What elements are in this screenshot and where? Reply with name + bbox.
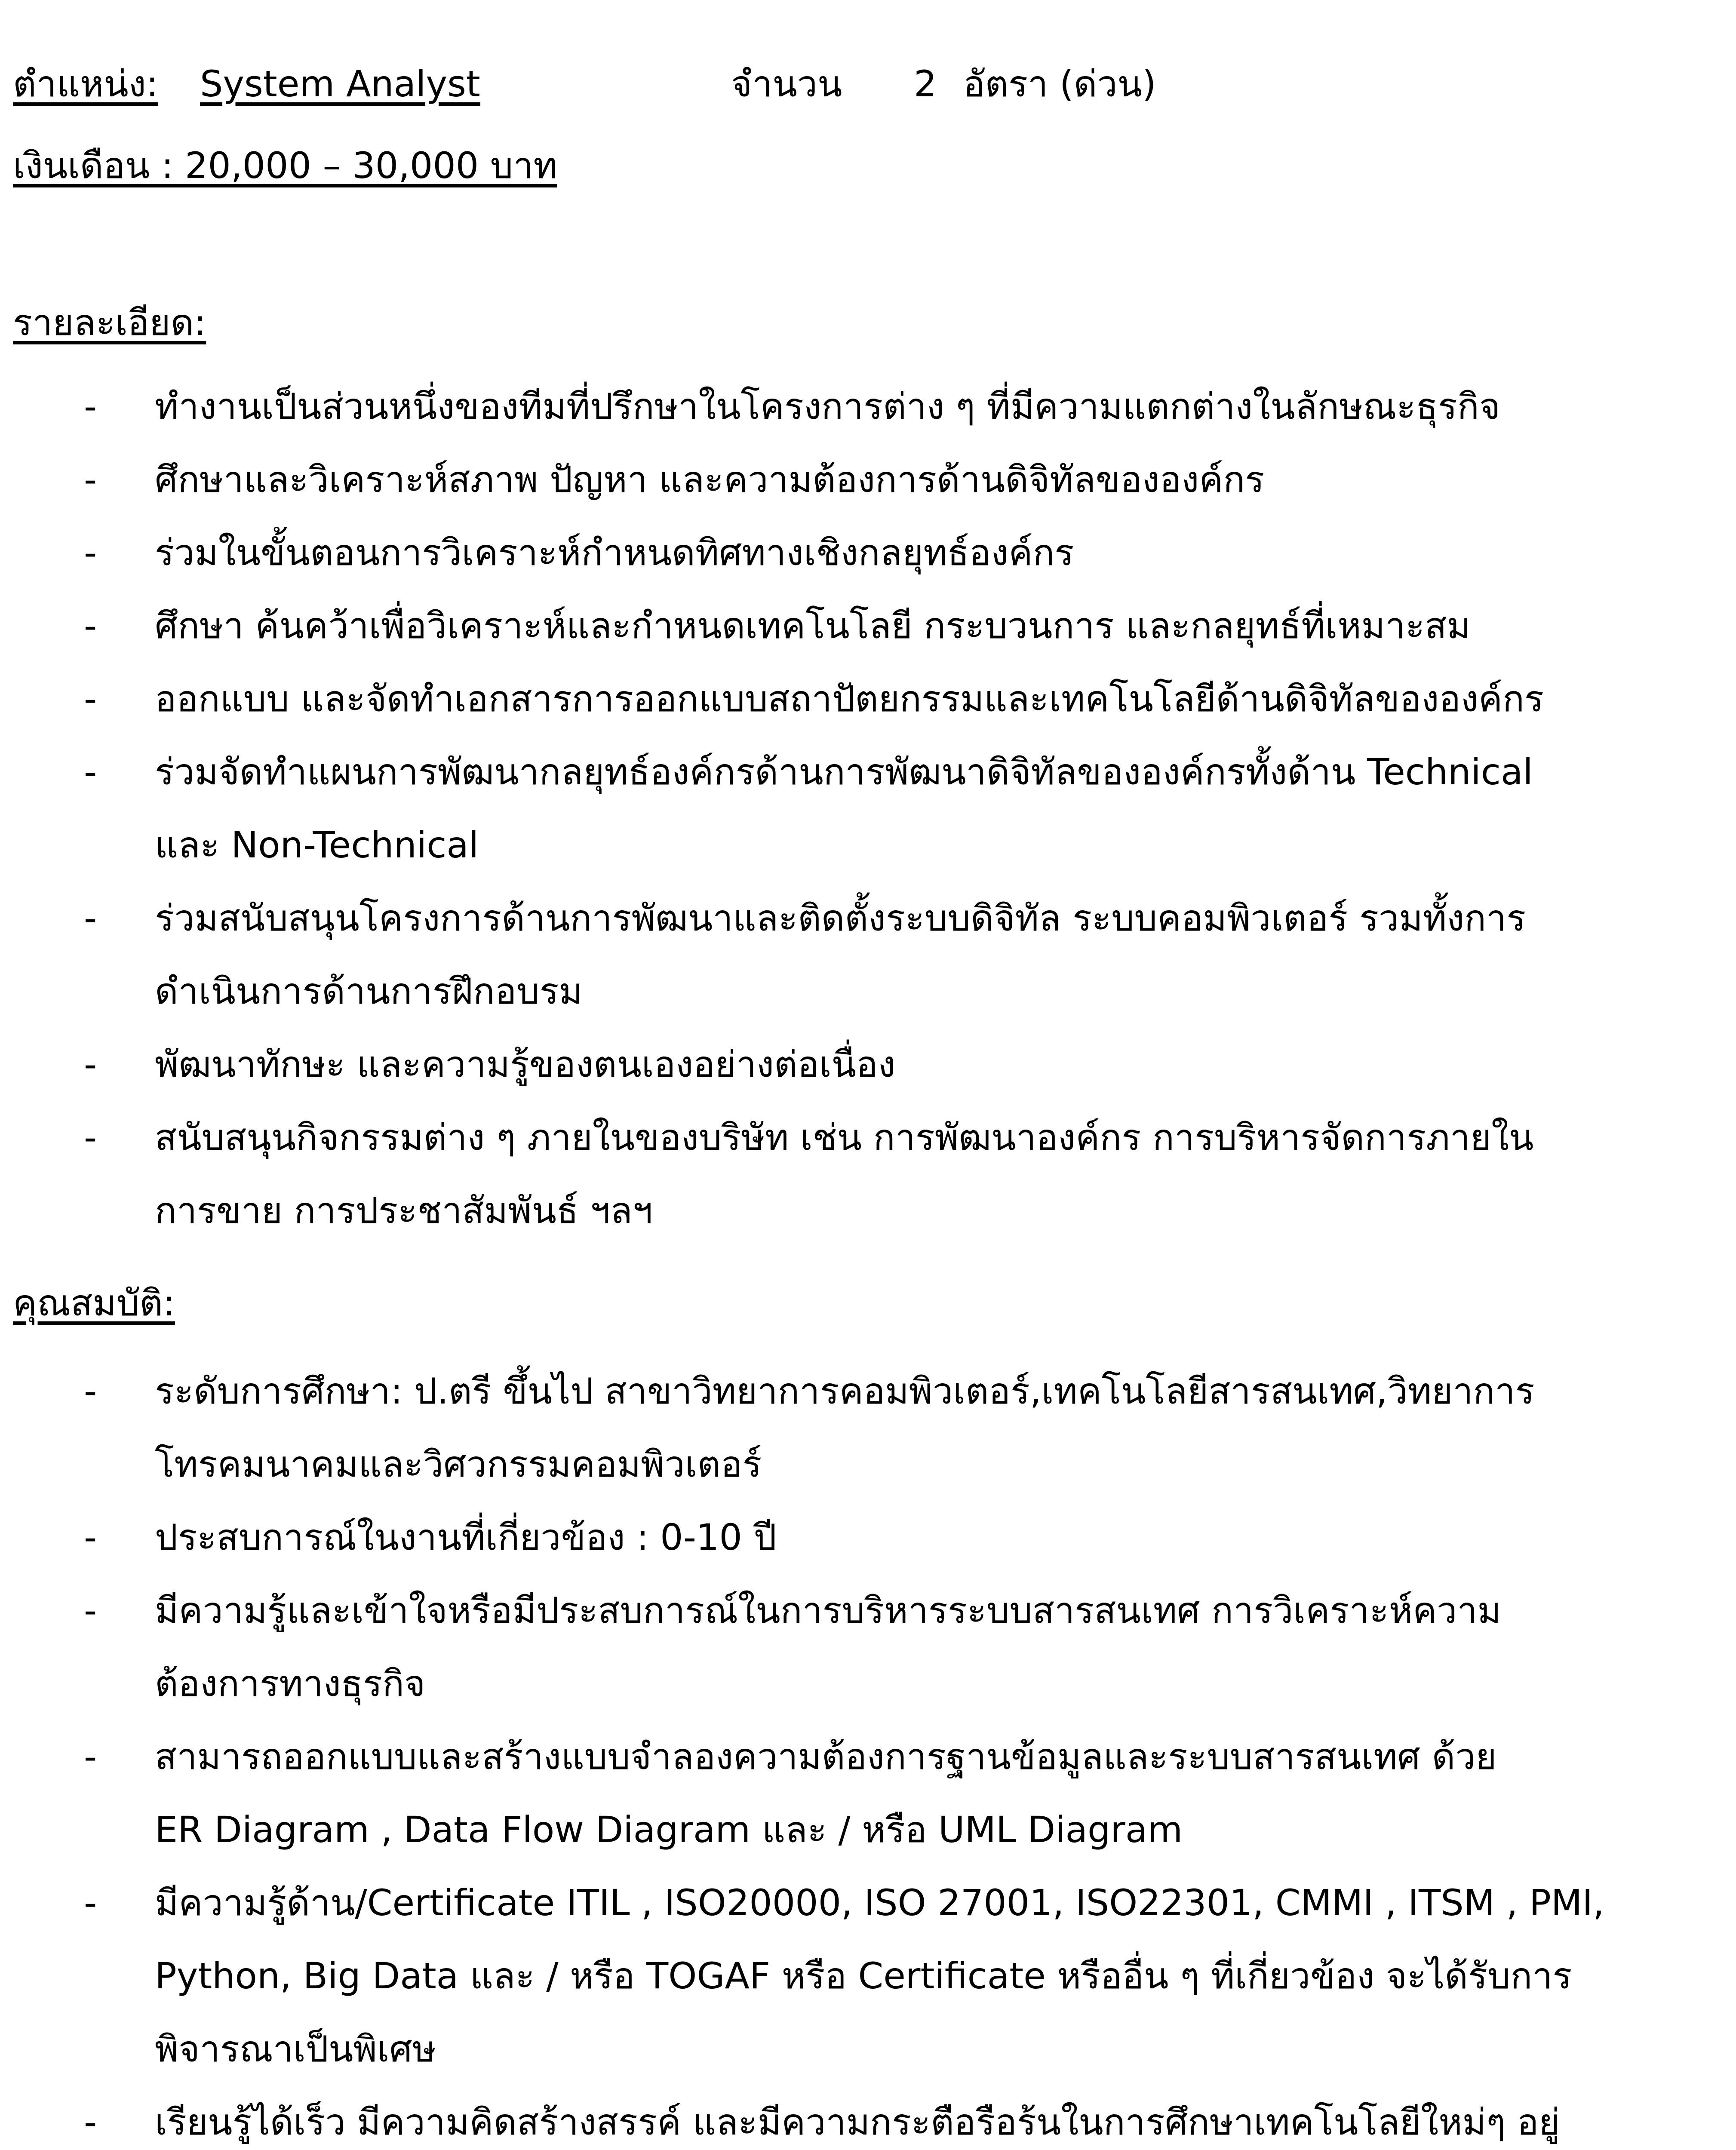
bullet-dash: -: [84, 1370, 97, 1412]
qualification-item-text: มีความรู้ด้าน/Certificate ITIL , ISO20000, ISO 27001, ISO22301, CMMI , ITSM , PMI,: [155, 1882, 1604, 1924]
qualifications-heading: คุณสมบัติ:: [13, 1282, 175, 1324]
qualification-item-text: ประสบการณ์ในงานที่เกี่ยวข้อง : 0-10 ปี: [155, 1516, 777, 1558]
bullet-dash: -: [84, 458, 97, 501]
detail-item-text: ออกแบบ และจัดทำเอกสารการออกแบบสถาปัตยกรรมและเทคโนโลยีด้านดิจิทัลขององค์กร: [155, 678, 1544, 720]
detail-item-text: ศึกษา ค้นคว้าเพื่อวิเคราะห์และกำหนดเทคโนโลยี กระบวนการ และกลยุทธ์ที่เหมาะสม: [155, 605, 1471, 647]
headcount-label: จำนวน: [731, 63, 842, 105]
headcount-suffix: อัตรา (ด่วน): [963, 63, 1156, 105]
salary-line: เงินเดือน : 20,000 – 30,000 บาท: [13, 144, 557, 187]
headcount-number: 2: [914, 63, 937, 105]
qualification-item-text: สามารถออกแบบและสร้างแบบจำลองความต้องการฐานข้อมูลและระบบสารสนเทศ ด้วย: [155, 1735, 1497, 1778]
detail-item-text: ดำเนินการด้านการฝึกอบรม: [155, 970, 583, 1012]
bullet-dash: -: [84, 1882, 97, 1924]
qualification-item-text: เรียนรู้ได้เร็ว มีความคิดสร้างสรรค์ และมีความกระตือรือร้นในการศึกษาเทคโนโลยีใหม่ๆ อยู่: [155, 2101, 1560, 2143]
qualification-item-text: ต้องการทางธุรกิจ: [155, 1662, 426, 1705]
details-heading: รายละเอียด:: [13, 301, 206, 344]
detail-item-text: การขาย การประชาสัมพันธ์ ฯลฯ: [155, 1189, 653, 1232]
bullet-dash: -: [84, 1516, 97, 1558]
bullet-dash: -: [84, 605, 97, 647]
detail-item-text: ร่วมจัดทำแผนการพัฒนากลยุทธ์องค์กรด้านการพัฒนาดิจิทัลขององค์กรทั้งด้าน Technical: [155, 751, 1533, 793]
bullet-dash: -: [84, 678, 97, 720]
detail-item-text: ร่วมในขั้นตอนการวิเคราะห์กำหนดทิศทางเชิงกลยุทธ์องค์กร: [155, 531, 1074, 574]
bullet-dash: -: [84, 385, 97, 427]
qualification-item-text: ER Diagram , Data Flow Diagram และ / หรือ UML Diagram: [155, 1809, 1183, 1851]
bullet-dash: -: [84, 531, 97, 574]
bullet-dash: -: [84, 897, 97, 939]
detail-item-text: ทำงานเป็นส่วนหนึ่งของทีมที่ปรึกษาในโครงการต่าง ๆ ที่มีความแตกต่างในลักษณะธุรกิจ: [155, 385, 1500, 427]
detail-item-text: ศึกษาและวิเคราะห์สภาพ ปัญหา และความต้องการด้านดิจิทัลขององค์กร: [155, 458, 1265, 501]
bullet-dash: -: [84, 1116, 97, 1158]
qualification-item-text: โทรคมนาคมและวิศวกรรมคอมพิวเตอร์: [155, 1443, 762, 1485]
detail-item-text: และ Non-Technical: [155, 824, 479, 866]
detail-item-text: สนับสนุนกิจกรรมต่าง ๆ ภายในของบริษัท เช่น การพัฒนาองค์กร การบริหารจัดการภายใน: [155, 1116, 1534, 1158]
qualification-item-text: มีความรู้และเข้าใจหรือมีประสบการณ์ในการบริหารระบบสารสนเทศ การวิเคราะห์ความ: [155, 1589, 1501, 1631]
detail-item-text: ร่วมสนับสนุนโครงการด้านการพัฒนาและติดตั้งระบบดิจิทัล ระบบคอมพิวเตอร์ รวมทั้งการ: [155, 897, 1526, 939]
qualification-item-text: Python, Big Data และ / หรือ TOGAF หรือ Certificate หรืออื่น ๆ ที่เกี่ยวข้อง จะได้รับการ: [155, 1955, 1572, 1997]
bullet-dash: -: [84, 751, 97, 793]
bullet-dash: -: [84, 1735, 97, 1778]
detail-item-text: พัฒนาทักษะ และความรู้ของตนเองอย่างต่อเนื่อง: [155, 1043, 896, 1085]
position-label: ตำแหน่ง:: [13, 63, 158, 105]
position-title: System Analyst: [200, 63, 480, 105]
bullet-dash: -: [84, 1589, 97, 1631]
qualification-item-text: ระดับการศึกษา: ป.ตรี ขึ้นไป สาขาวิทยาการคอมพิวเตอร์,เทคโนโลยีสารสนเทศ,วิทยาการ: [155, 1370, 1535, 1412]
bullet-dash: -: [84, 2101, 97, 2143]
qualification-item-text: พิจารณาเป็นพิเศษ: [155, 2028, 436, 2070]
bullet-dash: -: [84, 1043, 97, 1085]
